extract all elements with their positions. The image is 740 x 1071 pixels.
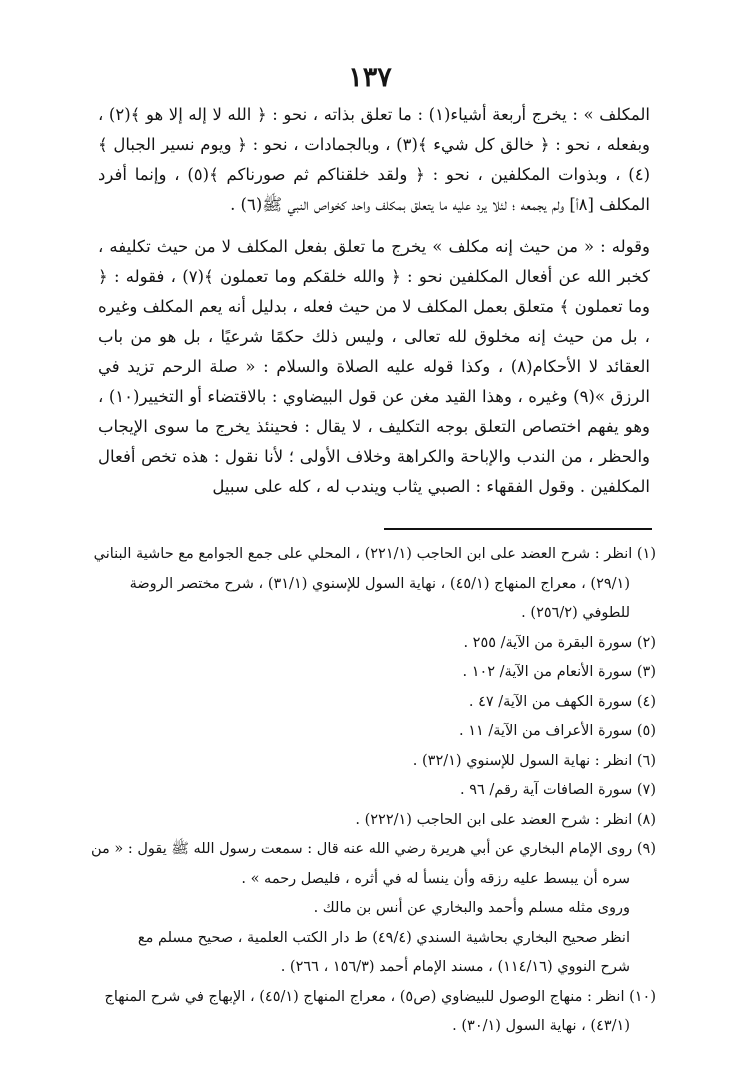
paragraph: وقوله : « من حيث إنه مكلف » يخرج ما تعلق بفعل المكلف لا من حيث تكليفه ، كخبر الله عن أفعال المكلفين نحو : ﴿ والله خلقكم وما تعملون ﴾(٧) ، فقوله : ﴿ وما تعملون ﴾ متعلق بعمل المكلف لا من حيث فعله ، بدليل أنه يعم المكلف وغيره ، بل من حيث إنه مخلوق لله تعالى ، وليس ذلك حكمًا شرعيًا ، بل هو من باب العقائد لا الأحكام(٨) ، وكذا قوله عليه الصلاة والسلام : « صلة الرحم تزيد في الرزق »(٩) وغيره ، وهذا القيد مغن عن قول البيضاوي : بالاقتضاء أو التخيير(١٠) ، وهو يفهم اختصاص التعلق بوجه التكليف ، لا يقال : فحينئذ يخرج ما سوى الإيجاب والحظر ، من الندب والإباحة والكراهة وخلاف الأولى ؛ لأنا نقول : هذه تخص أفعال المكلفين . وقول الفقهاء : الصبي يثاب ويندب له ، كله على سبيل: [98, 237, 651, 496]
footnote-line: شرح النووي (١١٤/١٦) ، مسند الإمام أحمد (١٥٦/٣ ، ٢٦٦) .: [280, 959, 630, 975]
footnote: [88, 658, 656, 688]
footnote-line: وروى مثله مسلم وأحمد والبخاري عن أنس بن مالك .: [313, 900, 630, 916]
footnote: [88, 747, 656, 777]
footnote: [88, 806, 656, 836]
footnote-line: (٣) سورة الأنعام من الآية/ ١٠٢ .: [462, 664, 656, 680]
footnote-line: (١) انظر : شرح العضد على ابن الحاجب (٢٢١/١) ، المحلي على جمع الجوامع مع حاشية البناني: [93, 546, 656, 562]
footnote-line: (٧) سورة الصافات آية رقم/ ٩٦ .: [460, 782, 656, 798]
footnotes: [88, 540, 656, 1042]
footnote-line: (٦) انظر : نهاية السول للإسنوي (٣٢/١) .: [412, 752, 656, 769]
footnote-line: (٨) انظر : شرح العضد على ابن الحاجب (٢٢٢/١) .: [355, 811, 656, 828]
footnote: [88, 835, 656, 983]
footnote-line: سره أن يبسط عليه رزقه وأن ينسأ له في أثره ، فليصل رحمه » .: [241, 870, 630, 887]
footnote: [88, 629, 656, 659]
footnote-line: (٢) سورة البقرة من الآية/ ٢٥٥ .: [463, 634, 656, 651]
page-number: ١٣٧: [348, 62, 392, 93]
footnote-line: (٢٩/١) ، معراج المنهاج (٤٥/١) ، نهاية السول للإسنوي (٣١/١) ، شرح مختصر الروضة: [129, 575, 630, 592]
footnote: [88, 688, 656, 718]
footnote-line: (٤) سورة الكهف من الآية/ ٤٧ .: [468, 693, 656, 710]
footnote-line: (٥) سورة الأعراف من الآية/ ١١ .: [458, 723, 656, 739]
footnote-line: (٤٣/١) ، نهاية السول (٣٠/١) .: [452, 1018, 630, 1034]
footnote-line: (١٠) انظر : منهاج الوصول للبيضاوي (ص٥) ، معراج المنهاج (٤٥/١) ، الإبهاج في شرح المنهاج: [104, 988, 656, 1005]
footnote-line: انظر صحيح البخاري بحاشية السندي (٤٩/٤) ط دار الكتب العلمية ، صحيح مسلم مع: [137, 929, 630, 946]
footnote-separator: [384, 528, 652, 530]
footnote: [88, 776, 656, 806]
footnote-line: (٩) روى الإمام البخاري عن أبي هريرة رضي الله عنه قال : سمعت رسول الله ﷺ يقول : « من: [90, 841, 656, 857]
footnote: [88, 717, 656, 747]
main-text: [98, 100, 650, 502]
footnote: [88, 983, 656, 1042]
footnote-line: للطوفي (٢٥٦/٢) .: [521, 605, 630, 621]
footnote: [88, 540, 656, 629]
paragraph: المكلف » : يخرج أربعة أشياء(١) : ما تعلق بذاته ، نحو : ﴿ الله لا إله إلا هو ﴾(٢) ، وبفعله ، نحو : ﴿ خالق كل شيء ﴾(٣) ، وبالجمادات ، نحو : ﴿ ويوم نسير الجبال ﴾(٤) ، وبذوات المكلفين ، نحو : ﴿ ولقد خلقناكم ثم صورناكم ﴾(٥) ، وإنما أفرد المكلف [٨أ] ولم يجمعه ؛ لئلا يرد عليه ما يتعلق بمكلف واحد كخواص النبي ﷺ(٦) .: [98, 105, 651, 214]
